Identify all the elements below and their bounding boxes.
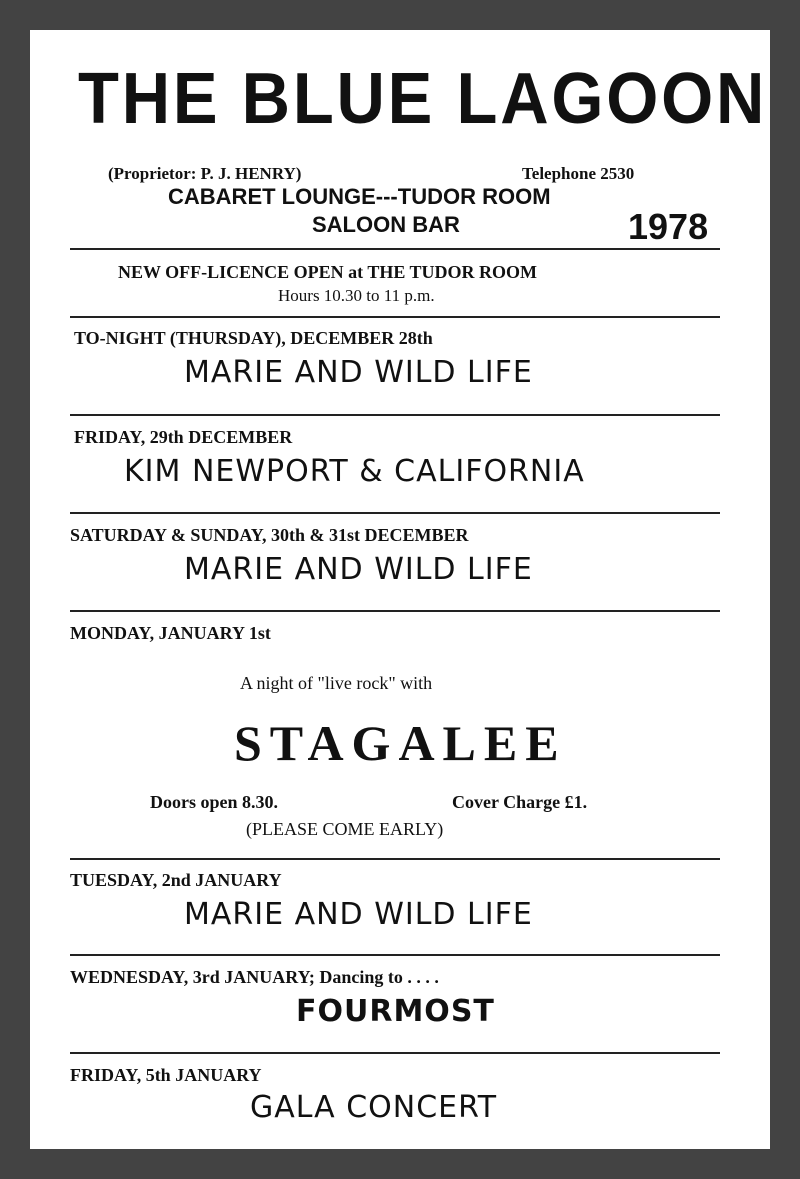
- event-date: SATURDAY & SUNDAY, 30th & 31st DECEMBER: [70, 525, 469, 545]
- event-act: MARIE AND WILD LIFE: [184, 355, 533, 390]
- proprietor-line: (Proprietor: P. J. HENRY): [108, 164, 302, 183]
- event-date: MONDAY, JANUARY 1st: [70, 623, 271, 643]
- cover-charge: Cover Charge £1.: [452, 792, 588, 812]
- event-act: GALA CONCERT: [250, 1090, 498, 1125]
- event-date: WEDNESDAY, 3rd JANUARY; Dancing to . . . .: [70, 967, 439, 987]
- event-intro: A night of "live rock" with: [240, 673, 433, 693]
- early-note: (PLEASE COME EARLY): [246, 819, 444, 839]
- off-licence-hours: Hours 10.30 to 11 p.m.: [278, 286, 435, 305]
- venues-line-2: SALOON BAR: [312, 212, 460, 237]
- divider: [70, 414, 720, 416]
- telephone-line: Telephone 2530: [522, 164, 635, 183]
- event-act: FOURMOST: [296, 994, 495, 1029]
- divider: [70, 1052, 720, 1054]
- event-act: MARIE AND WILD LIFE: [184, 897, 533, 932]
- event-act: MARIE AND WILD LIFE: [184, 552, 533, 587]
- divider: [70, 610, 720, 612]
- divider: [70, 316, 720, 318]
- off-licence-headline: NEW OFF-LICENCE OPEN at THE TUDOR ROOM: [118, 262, 538, 282]
- event-date: FRIDAY, 29th DECEMBER: [74, 427, 293, 447]
- venue-title: THE BLUE LAGOON: [78, 59, 768, 139]
- event-act: KIM NEWPORT & CALIFORNIA: [124, 454, 585, 489]
- event-date: TUESDAY, 2nd JANUARY: [70, 870, 282, 890]
- doors-time: Doors open 8.30.: [150, 792, 279, 812]
- event-act-headliner: STAGALEE: [234, 715, 567, 771]
- divider: [70, 248, 720, 250]
- divider: [70, 858, 720, 860]
- event-date: TO-NIGHT (THURSDAY), DECEMBER 28th: [74, 328, 433, 348]
- venues-line-1: CABARET LOUNGE---TUDOR ROOM: [168, 184, 551, 209]
- divider: [70, 512, 720, 514]
- divider: [70, 954, 720, 956]
- event-date: FRIDAY, 5th JANUARY: [70, 1065, 262, 1085]
- year-label: 1978: [628, 206, 709, 247]
